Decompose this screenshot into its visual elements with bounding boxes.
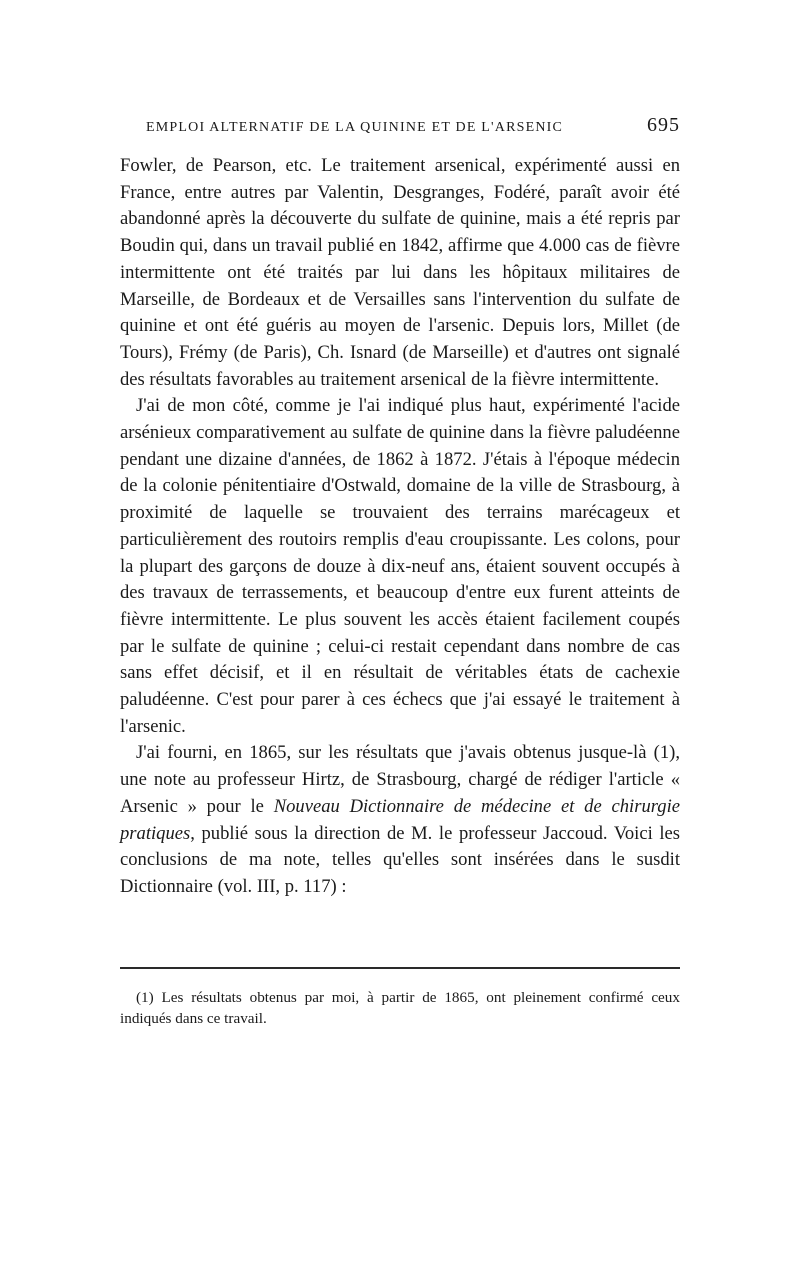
dictionary-title: Nouveau Dictionnaire de médecine et de chirurgie pratiques — [120, 795, 681, 844]
footnote: (1) Les résultats obtenus par moi, à partir de 1865, ont pleinement confirmé ceux indiqués dans ce travail. — [120, 989, 680, 1027]
running-head — [146, 114, 680, 142]
running-title: EMPLOI ALTERNATIF DE LA QUININE ET DE L'ARSENIC — [146, 120, 564, 135]
book-page — [120, 0, 680, 1262]
page-number: 695 — [647, 114, 680, 136]
body-text — [120, 153, 680, 901]
paragraph-3-text-end: , publié sous la direction de M. le professeur Jaccoud. Voici les conclusions de ma note, telles qu'elles sont insérées dans le susdit Dictionnaire (vol. III, p. 117) : — [120, 822, 680, 897]
paragraph-1: Fowler, de Pearson, etc. Le traitement arsenical, expérimenté aussi en France, entre autres par Valentin, Desgranges, Fodéré, paraît avoir été abandonné après la découverte du sulfate de quinine, mais a été repris par Boudin qui, dans un travail publié en 1842, affirme que 4.000 cas de fièvre intermittente ont été traités par lui dans les hôpitaux militaires de Marseille, de Bordeaux et de Versailles sans l'intervention du sulfate de quinine et ont été guéris au moyen de l'arsenic. Depuis lors, Millet (de Tours), Frémy (de Paris), Ch. Isnard (de Marseille) et d'autres ont signalé des résultats favorables au traitement arsenical de la fièvre intermittente. — [120, 155, 680, 390]
footnote-rule — [120, 967, 680, 969]
paragraph-3 — [120, 740, 680, 900]
paragraph-3-text-start: J'ai fourni, en 1865, sur les résultats que j'avais obtenus jusque-là (1), une note au professeur Hirtz, de Strasbourg, chargé de rédiger l'article « Arsenic » pour le — [120, 742, 680, 817]
paragraph-2: J'ai de mon côté, comme je l'ai indiqué plus haut, expérimenté l'acide arsénieux comparativement au sulfate de quinine dans la fièvre paludéenne pendant une dizaine d'années, de 1862 à 1872. J'étais à l'époque médecin de la colonie pénitentiaire d'Ostwald, domaine de la ville de Strasbourg, à proximité de laquelle se trouvaient des terrains marécageux et particulièrement des routoirs remplis d'eau croupissante. Les colons, pour la plupart des garçons de douze à dix-neuf ans, étaient souvent occupés à des travaux de terrassements, et beaucoup d'entre eux furent atteints de fièvre intermittente. Le plus souvent les accès étaient facilement coupés par le sulfate de quinine ; celui-ci restait cependant dans nombre de cas sans effet décisif, et il en résultait de véritables états de cachexie paludéenne. C'est pour parer à ces échecs que j'ai essayé le traitement à l'arsenic. — [120, 395, 680, 737]
